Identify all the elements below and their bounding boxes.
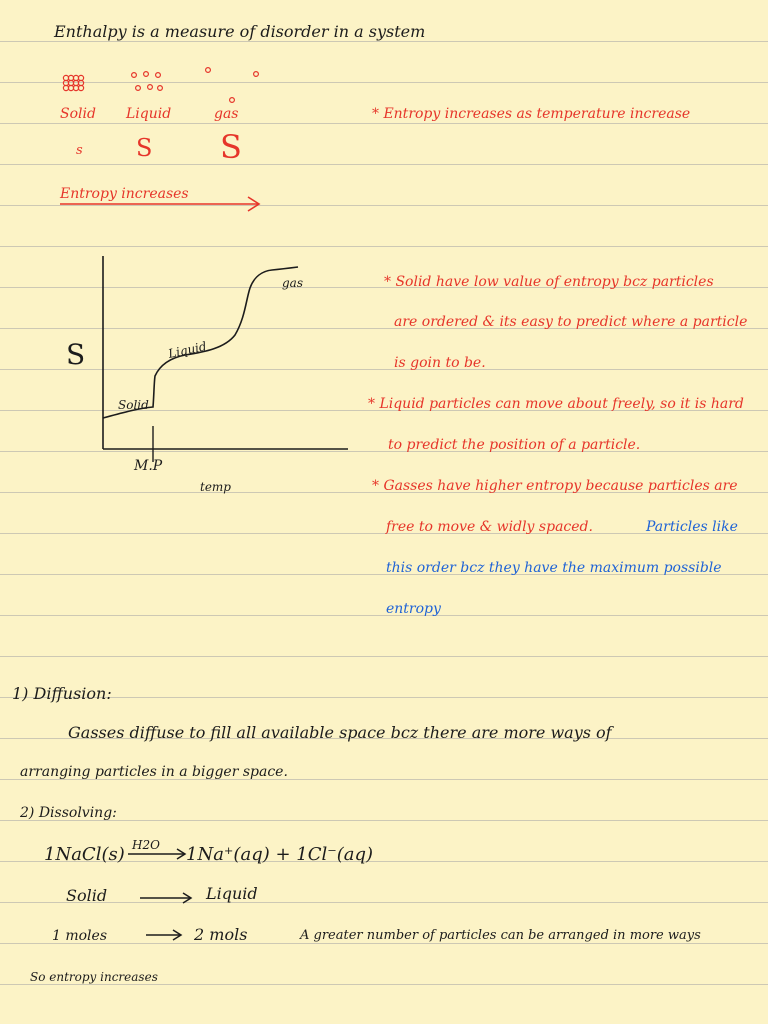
diffusion-line-2: arranging particles in a bigger space. [20, 764, 288, 780]
note-solid-line-2: are ordered & its easy to predict where a particle [394, 314, 748, 330]
note-liquid-line-1: * Liquid particles can move about freely, so it is hard [368, 396, 744, 412]
graph-y-axis-label: S [66, 338, 86, 371]
dissolving-heading: 2) Dissolving: [20, 805, 117, 821]
enthalpy-definition: Enthalpy is a measure of disorder in a system [54, 22, 426, 41]
equation-products: 1Na⁺(aq) + 1Cl⁻(aq) [186, 844, 374, 865]
equation-solvent: H2O [132, 838, 160, 852]
entropy-symbol-large: S [220, 128, 242, 166]
moles-left: 1 moles [52, 928, 108, 944]
note-blue-inline: Particles like [646, 519, 738, 535]
entropy-symbol-small: s [76, 143, 83, 158]
liquid-label: Liquid [126, 106, 172, 122]
note-solid-line-1: * Solid have low value of entropy bcz particles [384, 274, 714, 290]
equation-reactant: 1NaCl(s) [44, 844, 125, 865]
graph-solid-label: Solid [118, 398, 149, 412]
entropy-symbol-medium: S [136, 134, 153, 162]
note-solid-line-3: is goin to be. [394, 355, 486, 371]
graph-x-axis-label: temp [200, 480, 231, 494]
note-blue-line-1: this order bcz they have the maximum possible [386, 560, 722, 576]
entropy-increases-label: Entropy increases [60, 186, 189, 202]
graph-gas-label: gas [282, 276, 303, 290]
moles-right: 2 mols [194, 925, 248, 944]
entropy-temperature-note: * Entropy increases as temperature increase [372, 106, 691, 122]
note-gas-line-2: free to move & widly spaced. [386, 519, 593, 535]
note-liquid-line-2: to predict the position of a particle. [388, 437, 641, 453]
graph-melting-point-label: M.P [134, 458, 163, 474]
diffusion-heading: 1) Diffusion: [12, 684, 112, 703]
entropy-conclusion: So entropy increases [30, 970, 158, 984]
moles-note: A greater number of particles can be arranged in more ways [300, 928, 701, 943]
graph-liquid-label: Liquid [166, 339, 208, 361]
solid-state-label: Solid [66, 886, 108, 905]
gas-label: gas [214, 106, 239, 122]
diffusion-line-1: Gasses diffuse to fill all available space bcz there are more ways of [68, 723, 612, 742]
note-blue-line-2: entropy [386, 601, 441, 617]
note-gas-line-1: * Gasses have higher entropy because particles are [372, 478, 738, 494]
liquid-state-label: Liquid [206, 884, 258, 903]
solid-label: Solid [60, 106, 96, 122]
